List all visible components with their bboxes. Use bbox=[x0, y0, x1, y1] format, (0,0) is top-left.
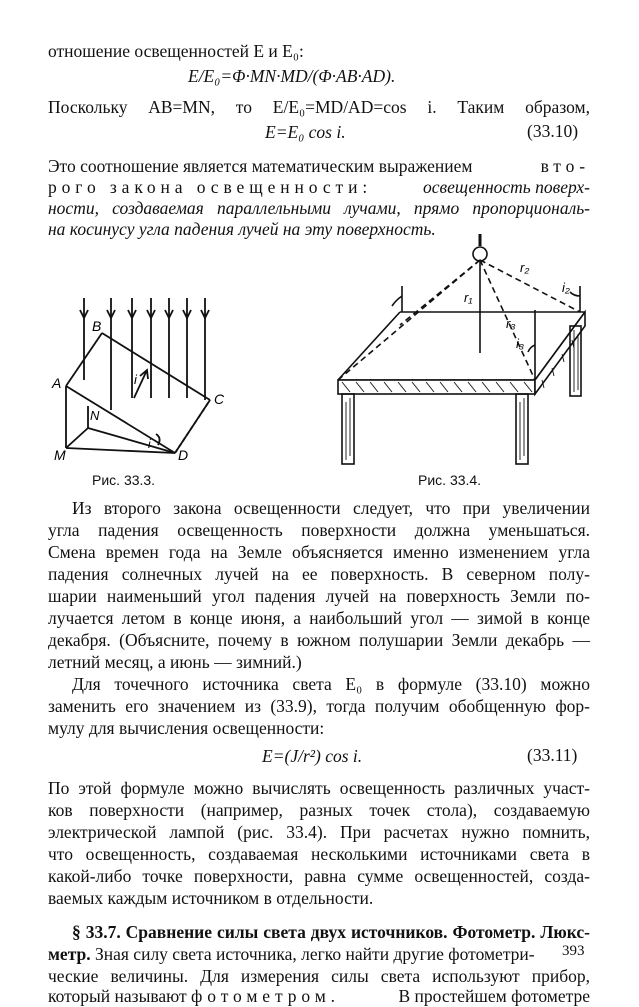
fig-label-angle-i: i bbox=[148, 437, 151, 451]
formula-ratio: E/E₀=Φ·MN·MD/(Φ·AB·AD). bbox=[188, 66, 396, 86]
paragraph-line: ков поверхности (например, разных точек стола), создаваемую bbox=[48, 800, 590, 820]
figure-33-4 bbox=[330, 230, 595, 465]
section-text: В простейшем фотометре bbox=[398, 986, 590, 1006]
fig-label-r1: r₁ bbox=[464, 290, 473, 305]
fig-label-a: A bbox=[52, 375, 62, 391]
paragraph-line: какой-либо точке поверхности, равна сумме освещенностей, созда- bbox=[48, 866, 590, 886]
section-line bbox=[48, 943, 590, 965]
paragraph-line: лучается летом в конце июня, а наибольший угол — зимой в конце bbox=[48, 608, 590, 628]
fig-label-n: N bbox=[90, 408, 100, 423]
section-text: который называют bbox=[48, 986, 187, 1006]
paragraph-line: ваемых каждым источником в отдельности. bbox=[48, 888, 374, 908]
equation-number: (33.10) bbox=[527, 121, 579, 141]
law-line-2 bbox=[48, 176, 590, 198]
section-line: ческие величины. Для измерения силы света используют прибор, bbox=[48, 966, 590, 986]
paragraph-line: Смена времен года на Земле объясняется именно изменением угла bbox=[48, 542, 590, 562]
figure-33-3 bbox=[50, 298, 250, 468]
equation-number: (33.11) bbox=[527, 745, 578, 765]
section-line bbox=[48, 985, 590, 1007]
paragraph-line: летний месяц, а июнь — зимний.) bbox=[48, 652, 302, 672]
section-title: § 33.7. Сравнение силы света двух источников. Фотометр. Люкс- bbox=[72, 922, 590, 942]
fig-label-d: D bbox=[178, 447, 189, 463]
fig-label-m: M bbox=[54, 447, 66, 463]
fig-label-r3: r₃ bbox=[506, 316, 516, 331]
paragraph-line: угла падения освещенность поверхности должна уменьшаться. bbox=[48, 520, 590, 540]
fig-label-i2: i₂ bbox=[562, 280, 570, 295]
fig-label-c: C bbox=[214, 391, 225, 407]
paragraph-line: падения солнечных лучей на ее поверхность. В северном полу- bbox=[48, 564, 590, 584]
fig-label-r2: r₂ bbox=[520, 260, 530, 275]
paragraph-line: шарии наименьший угол падения лучей на поверхность Земли по- bbox=[48, 586, 590, 606]
text-line: отношение освещенностей E и E₀: bbox=[48, 41, 304, 61]
section-spaced-text: фотометром. bbox=[191, 986, 340, 1006]
figure-caption: Рис. 33.3. bbox=[92, 472, 156, 488]
law-italic-line: на косинусу угла падения лучей на эту поверхность. bbox=[48, 219, 436, 239]
paragraph-line: По этой формуле можно вычислять освещенность различных участ- bbox=[48, 778, 590, 798]
paragraph-line: мулу для вычисления освещенности: bbox=[48, 718, 325, 738]
paragraph-line: заменить его значением из (33.9), тогда получим обобщенную фор- bbox=[48, 696, 590, 716]
section-text: Зная силу света источника, легко найти другие фотометри- bbox=[94, 944, 535, 964]
paragraph-line: что освещенность, создаваемая несколькими источниками света в bbox=[48, 844, 590, 864]
law-italic-text: освещенность поверх- bbox=[422, 177, 590, 197]
law-line-1 bbox=[48, 155, 590, 177]
law-text: Это соотношение является математическим выражением bbox=[48, 156, 473, 176]
fig-label-i3: i₃ bbox=[516, 336, 525, 351]
law-spaced-text: рого закона освещенности: bbox=[48, 177, 373, 197]
text-line: Поскольку AB=MN, то E/E₀=MD/AD=cos i. Таким образом, bbox=[48, 97, 590, 117]
law-italic-line: ности, создаваемая параллельными лучами, прямо пропорциональ- bbox=[48, 198, 590, 218]
formula-33-11: E=(J/r²) cos i. bbox=[262, 746, 363, 766]
page-number: 393 bbox=[562, 943, 585, 959]
fig-label-i: i bbox=[134, 372, 137, 387]
section-title-end: метр. bbox=[48, 944, 91, 964]
fig-label-b: B bbox=[92, 318, 102, 334]
paragraph-line: Из второго закона освещенности следует, что при увеличении bbox=[72, 498, 590, 518]
law-spaced-text: вто- bbox=[540, 156, 590, 176]
formula-33-10: E=E₀ cos i. bbox=[265, 122, 346, 142]
paragraph-line: Для точечного источника света E₀ в формуле (33.10) можно bbox=[72, 674, 590, 694]
paragraph-line: декабря. (Объясните, почему в южном полушарии Земли декабрь — bbox=[48, 630, 590, 650]
paragraph-line: электрической лампой (рис. 33.4). При расчетах нужно помнить, bbox=[48, 822, 590, 842]
figure-caption: Рис. 33.4. bbox=[418, 472, 482, 488]
